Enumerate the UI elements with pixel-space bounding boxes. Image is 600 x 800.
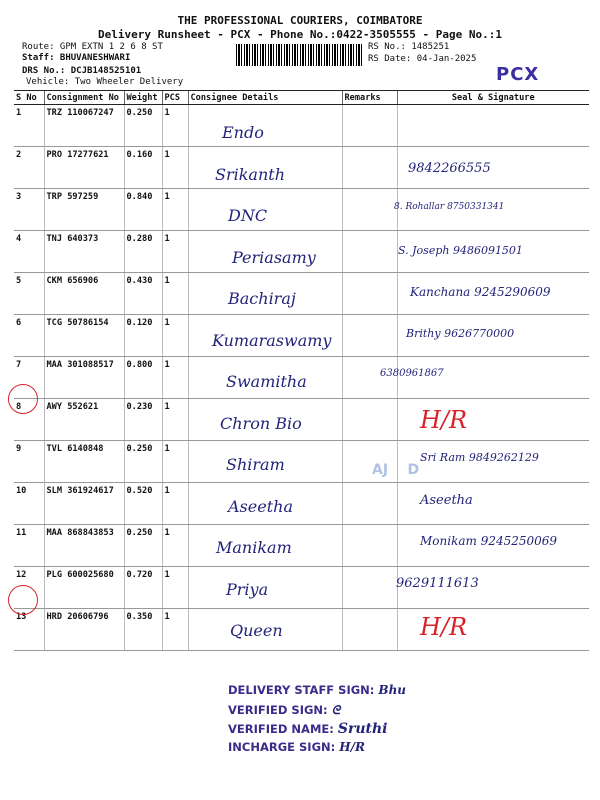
staff-signature: Bhu bbox=[378, 683, 407, 697]
runsheet-table bbox=[14, 90, 589, 651]
cell-weight: 0.250 bbox=[124, 525, 162, 567]
cell-pcs: 1 bbox=[162, 567, 188, 609]
cell-pcs: 1 bbox=[162, 315, 188, 357]
cell-weight: 0.520 bbox=[124, 483, 162, 525]
cell-pcs: 1 bbox=[162, 525, 188, 567]
cell-sno: 6 bbox=[14, 315, 44, 357]
handwritten-signature: H/R bbox=[420, 613, 468, 641]
cell-sno: 8 bbox=[14, 399, 44, 441]
company-title: THE PROFESSIONAL COURIERS, COIMBATORE bbox=[177, 14, 423, 27]
cell-pcs: 1 bbox=[162, 441, 188, 483]
staff-label: Staff: BHUVANESHWARI bbox=[22, 53, 131, 63]
pcx-stamp: PCX bbox=[496, 64, 540, 85]
table-row bbox=[14, 105, 589, 147]
cell-pcs: 1 bbox=[162, 483, 188, 525]
handwritten-signature: Kanchana 9245290609 bbox=[410, 285, 551, 299]
cell-consignment: PRO 17277621 bbox=[44, 147, 124, 189]
col-seal-signature: Seal & Signature bbox=[397, 91, 589, 105]
cell-weight: 0.350 bbox=[124, 609, 162, 651]
cell-consignment: TRP 597259 bbox=[44, 189, 124, 231]
cell-sno: 12 bbox=[14, 567, 44, 609]
cell-pcs: 1 bbox=[162, 273, 188, 315]
col-remarks: Remarks bbox=[342, 91, 397, 105]
cell-remarks bbox=[342, 525, 397, 567]
handwritten-signature: Brithy 9626770000 bbox=[406, 326, 515, 340]
cell-pcs: 1 bbox=[162, 609, 188, 651]
cell-remarks bbox=[342, 105, 397, 147]
cell-weight: 0.800 bbox=[124, 357, 162, 399]
handwritten-signature: Aseetha bbox=[420, 492, 473, 508]
cell-consignment: MAA 868843853 bbox=[44, 525, 124, 567]
table-row bbox=[14, 147, 589, 189]
cell-consignee bbox=[188, 105, 342, 147]
verified-name: VERIFIED NAME: Sruthi bbox=[228, 721, 388, 737]
handwritten-consignee: Endo bbox=[222, 123, 264, 142]
handwritten-consignee: Periasamy bbox=[232, 247, 316, 267]
handwritten-signature: 6380961867 bbox=[380, 368, 444, 379]
handwritten-signature: Monikam 9245250069 bbox=[420, 534, 558, 548]
cell-remarks bbox=[342, 609, 397, 651]
cell-sno: 5 bbox=[14, 273, 44, 315]
cell-remarks bbox=[342, 147, 397, 189]
handwritten-consignee: DNC bbox=[228, 206, 268, 225]
table-row bbox=[14, 483, 589, 525]
cell-remarks bbox=[342, 273, 397, 315]
rs-number: RS No.: 1485251 bbox=[368, 42, 450, 52]
delivery-staff-sign: DELIVERY STAFF SIGN: Bhu bbox=[228, 683, 407, 697]
cell-sno: 13 bbox=[14, 609, 44, 651]
handwritten-consignee: Shiram bbox=[226, 455, 285, 474]
vehicle-label: Vehicle: Two Wheeler Delivery bbox=[26, 77, 184, 87]
cell-pcs: 1 bbox=[162, 399, 188, 441]
cell-consignment: TNJ 640373 bbox=[44, 231, 124, 273]
cell-consignment: AWY 552621 bbox=[44, 399, 124, 441]
handwritten-consignee: Srikanth bbox=[215, 164, 285, 184]
handwritten-signature: 9842266555 bbox=[408, 160, 491, 176]
handwritten-consignee: Queen bbox=[230, 621, 283, 640]
incharge-signature: H/R bbox=[339, 740, 365, 754]
cell-weight: 0.120 bbox=[124, 315, 162, 357]
handwritten-consignee: Swamitha bbox=[226, 372, 307, 391]
cell-remarks bbox=[342, 567, 397, 609]
col-pcs: PCS bbox=[162, 91, 188, 105]
cell-sno: 10 bbox=[14, 483, 44, 525]
cell-remarks bbox=[342, 231, 397, 273]
cell-sno: 2 bbox=[14, 147, 44, 189]
verified-sign: VERIFIED SIGN: ᘓ bbox=[228, 703, 341, 717]
cell-pcs: 1 bbox=[162, 189, 188, 231]
handwritten-consignee: Chron Bio bbox=[220, 413, 302, 433]
incharge-sign: INCHARGE SIGN: H/R bbox=[228, 740, 365, 754]
verifier-signature: ᘓ bbox=[331, 703, 341, 717]
col-consignment: Consignment No bbox=[44, 91, 124, 105]
cell-consignment: SLM 361924617 bbox=[44, 483, 124, 525]
cell-consignment: TVL 6140848 bbox=[44, 441, 124, 483]
drs-number: DRS No.: DCJB148525101 bbox=[22, 66, 142, 76]
cell-pcs: 1 bbox=[162, 105, 188, 147]
handwritten-signature: 9629111613 bbox=[396, 575, 479, 591]
route-label: Route: GPM EXTN 1 2 6 8 ST bbox=[22, 42, 163, 52]
cell-pcs: 1 bbox=[162, 231, 188, 273]
cell-consignment: TRZ 110067247 bbox=[44, 105, 124, 147]
cell-sno: 1 bbox=[14, 105, 44, 147]
rs-date: RS Date: 04-Jan-2025 bbox=[368, 54, 477, 64]
cell-pcs: 1 bbox=[162, 147, 188, 189]
barcode bbox=[236, 44, 362, 66]
cell-consignment: TCG 50786154 bbox=[44, 315, 124, 357]
cell-remarks bbox=[342, 189, 397, 231]
col-sno: S No bbox=[14, 91, 44, 105]
handwritten-consignee: Manikam bbox=[216, 538, 292, 557]
handwritten-consignee: Aseetha bbox=[228, 496, 293, 516]
cell-pcs: 1 bbox=[162, 357, 188, 399]
handwritten-consignee: Priya bbox=[226, 579, 269, 599]
cell-sno: 11 bbox=[14, 525, 44, 567]
cell-sno: 4 bbox=[14, 231, 44, 273]
cell-seal-signature bbox=[397, 105, 589, 147]
cell-remarks bbox=[342, 483, 397, 525]
cell-weight: 0.430 bbox=[124, 273, 162, 315]
cell-sno: 3 bbox=[14, 189, 44, 231]
verifier-name-hand: Sruthi bbox=[337, 721, 388, 737]
table-header-row bbox=[14, 91, 589, 105]
cell-consignment: MAA 301088517 bbox=[44, 357, 124, 399]
runsheet-subtitle: Delivery Runsheet - PCX - Phone No.:0422-3505555 - Page No.:1 bbox=[98, 28, 502, 41]
cell-remarks bbox=[342, 399, 397, 441]
circle-mark-row-13 bbox=[8, 585, 38, 615]
cell-weight: 0.840 bbox=[124, 189, 162, 231]
cell-consignment: CKM 656906 bbox=[44, 273, 124, 315]
cell-weight: 0.720 bbox=[124, 567, 162, 609]
cell-weight: 0.160 bbox=[124, 147, 162, 189]
handwritten-consignee: Bachiraj bbox=[228, 289, 296, 308]
cell-remarks bbox=[342, 315, 397, 357]
cell-weight: 0.280 bbox=[124, 231, 162, 273]
cell-consignment: PLG 600025680 bbox=[44, 567, 124, 609]
cell-sno: 9 bbox=[14, 441, 44, 483]
table-row bbox=[14, 609, 589, 651]
cell-consignment: HRD 20606796 bbox=[44, 609, 124, 651]
handwritten-signature: S. Joseph 9486091501 bbox=[398, 243, 523, 257]
handwritten-signature: H/R bbox=[420, 405, 468, 434]
cell-sno: 7 bbox=[14, 357, 44, 399]
table-row bbox=[14, 567, 589, 609]
faded-stamp: AJ D bbox=[372, 462, 420, 478]
col-consignee: Consignee Details bbox=[188, 91, 342, 105]
cell-weight: 0.250 bbox=[124, 105, 162, 147]
handwritten-consignee: Kumaraswamy bbox=[212, 330, 332, 350]
cell-weight: 0.250 bbox=[124, 441, 162, 483]
handwritten-signature: 8. Rohallar 8750331341 bbox=[394, 202, 505, 212]
col-weight: Weight bbox=[124, 91, 162, 105]
cell-weight: 0.230 bbox=[124, 399, 162, 441]
handwritten-signature: Sri Ram 9849262129 bbox=[420, 451, 539, 464]
circle-mark-row-8 bbox=[8, 384, 38, 414]
